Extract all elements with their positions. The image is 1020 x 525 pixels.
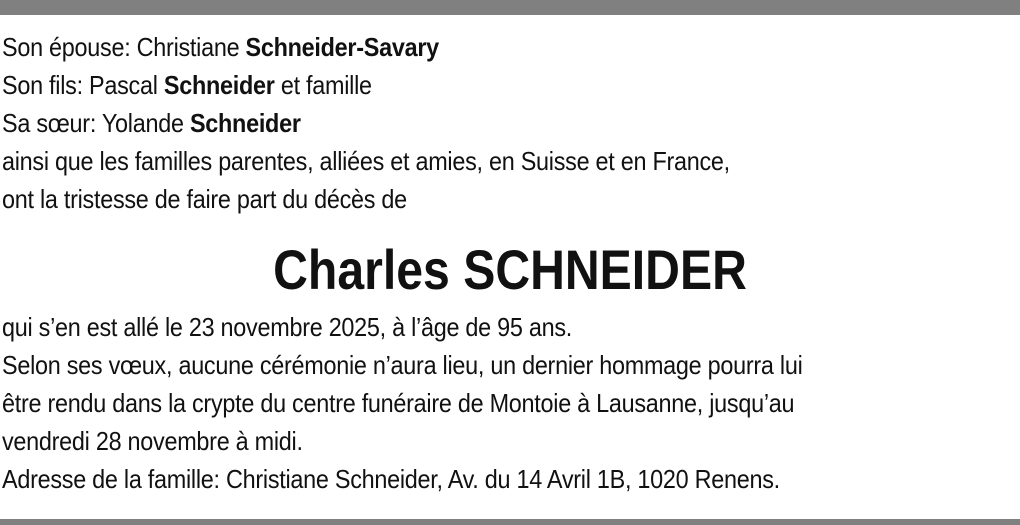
announcement-line: ont la tristesse de faire part du décès de	[2, 184, 407, 214]
address-line: Adresse de la famille: Christiane Schneider, Av. du 14 Avril 1B, 1020 Renens.	[2, 464, 780, 494]
top-divider	[0, 0, 1020, 15]
son-line	[2, 66, 730, 104]
spouse-name: Schneider-Savary	[245, 32, 439, 62]
son-prefix: Son fils: Pascal	[2, 70, 164, 100]
sister-line	[2, 104, 730, 142]
spouse-prefix: Son épouse: Christiane	[2, 32, 246, 62]
spouse-line	[2, 28, 730, 66]
wishes-line-1: Selon ses vœux, aucune cérémonie n’aura lieu, un dernier hommage pourra lui	[2, 350, 803, 380]
sister-name: Schneider	[189, 108, 301, 138]
son-suffix: et famille	[274, 70, 372, 100]
wishes-line-3: vendredi 28 novembre à midi.	[2, 426, 303, 456]
deceased-name: Charles SCHNEIDER	[273, 238, 747, 301]
details-block	[0, 308, 889, 498]
bottom-divider	[0, 519, 1020, 525]
passed-line: qui s’en est allé le 23 novembre 2025, à l’âge de 95 ans.	[2, 312, 573, 342]
family-list	[0, 28, 809, 218]
relatives-line: ainsi que les familles parentes, alliées et amies, en Suisse et en France,	[2, 146, 730, 176]
sister-prefix: Sa sœur: Yolande	[2, 108, 190, 138]
wishes-line-2: être rendu dans la crypte du centre funéraire de Montoie à Lausanne, jusqu’au	[2, 388, 795, 418]
son-name: Schneider	[163, 70, 275, 100]
